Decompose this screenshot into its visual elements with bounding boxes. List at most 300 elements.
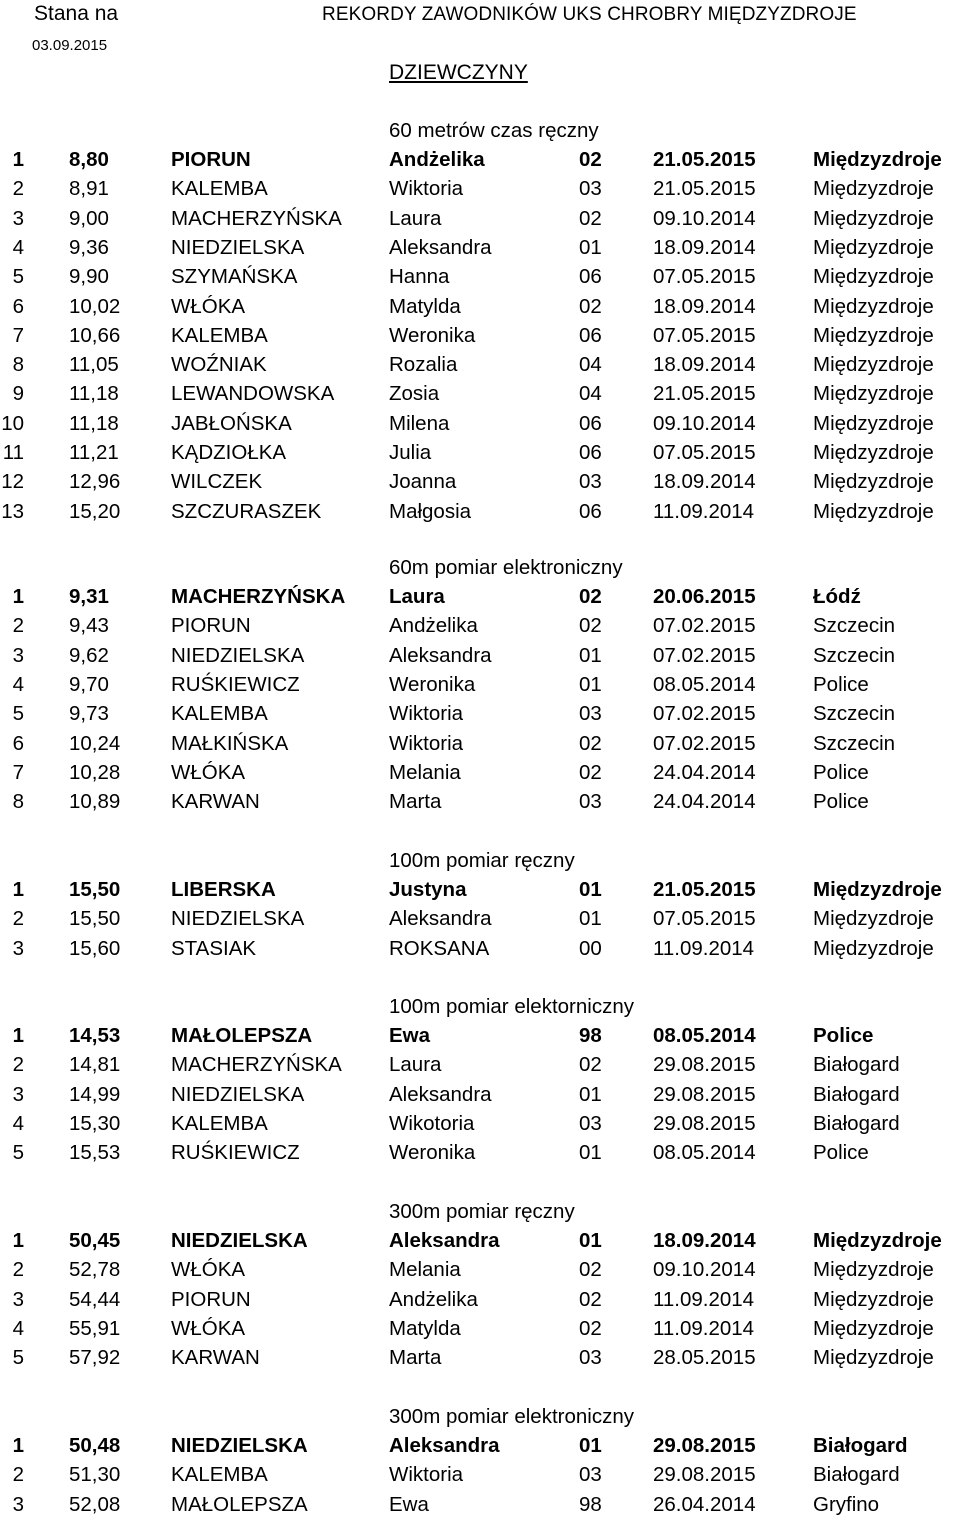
record-time: 15,53: [69, 1141, 121, 1165]
record-row: [0, 937, 960, 966]
record-name: Justyna: [389, 878, 467, 901]
record-place: Międzyzdroje: [813, 323, 934, 347]
record-rank: 3: [12, 206, 24, 230]
record-row: [0, 644, 960, 673]
record-row: [0, 470, 960, 499]
record-time: 9,43: [69, 614, 109, 638]
record-place: Police: [813, 1141, 869, 1165]
record-surname: LEWANDOWSKA: [171, 382, 335, 406]
record-date: 18.09.2014: [653, 470, 756, 494]
record-surname: WŁÓKA: [171, 1258, 246, 1282]
record-row: [0, 441, 960, 470]
record-surname: WŁÓKA: [171, 1316, 246, 1340]
as-of-date: 03.09.2015: [32, 37, 108, 54]
record-place: Międzyzdroje: [813, 177, 934, 201]
record-place: Police: [813, 760, 869, 784]
record-row: [0, 265, 960, 294]
record-date: 07.05.2015: [653, 323, 756, 347]
record-row: [0, 1288, 960, 1317]
record-date: 09.10.2014: [653, 1258, 756, 1282]
record-time: 10,02: [69, 294, 121, 318]
record-name: Joanna: [389, 470, 457, 494]
record-time: 9,00: [69, 206, 109, 230]
record-time: 50,45: [69, 1229, 121, 1252]
record-year: 02: [579, 731, 602, 755]
record-name: Aleksandra: [389, 235, 492, 259]
record-name: Ewa: [389, 1024, 431, 1047]
record-name: Rozalia: [389, 353, 458, 377]
record-time: 54,44: [69, 1287, 121, 1311]
record-rank: 5: [12, 265, 24, 289]
record-date: 21.05.2015: [653, 177, 756, 201]
record-surname: NIEDZIELSKA: [171, 235, 305, 259]
record-year: 02: [579, 760, 602, 784]
record-place: Międzyzdroje: [813, 1287, 934, 1311]
record-name: Andżelika: [389, 148, 485, 171]
record-date: 21.05.2015: [653, 878, 756, 901]
record-surname: SZCZURASZEK: [171, 499, 322, 523]
record-rank: 4: [12, 1316, 24, 1340]
record-place: Międzyzdroje: [813, 441, 934, 464]
record-name: Hanna: [389, 265, 450, 289]
record-rank: 3: [12, 936, 24, 960]
record-surname: PIORUN: [171, 1287, 251, 1311]
record-surname: RUŚKIEWICZ: [171, 672, 300, 696]
record-place: Międzyzdroje: [813, 1316, 934, 1340]
record-rank: 1: [12, 148, 24, 171]
record-row: [0, 1083, 960, 1112]
record-row: [0, 1493, 960, 1522]
event-title: 300m pomiar elektroniczny: [389, 1405, 634, 1428]
record-time: 15,20: [69, 499, 121, 523]
record-rank: 11: [2, 441, 24, 464]
record-year: 06: [579, 265, 602, 289]
record-name: Zosia: [389, 382, 440, 406]
record-year: 02: [579, 206, 602, 230]
record-rank: 5: [12, 1141, 24, 1165]
record-surname: WOŹNIAK: [171, 353, 267, 377]
record-date: 07.02.2015: [653, 614, 756, 638]
record-name: Marta: [389, 1346, 442, 1370]
record-name: Aleksandra: [389, 1229, 500, 1252]
record-place: Międzyzdroje: [813, 265, 934, 289]
record-date: 09.10.2014: [653, 206, 756, 230]
event-title: 100m pomiar elektorniczny: [389, 995, 634, 1018]
record-date: 24.04.2014: [653, 790, 756, 814]
record-year: 02: [579, 1258, 602, 1282]
record-date: 29.08.2015: [653, 1434, 756, 1457]
record-year: 04: [579, 353, 602, 377]
record-time: 57,92: [69, 1346, 121, 1370]
record-row: [0, 324, 960, 353]
record-place: Białogard: [813, 1434, 908, 1457]
record-name: Matylda: [389, 294, 461, 318]
record-surname: PIORUN: [171, 148, 251, 171]
record-name: Wiktoria: [389, 1463, 464, 1487]
record-surname: KALEMBA: [171, 177, 268, 201]
record-surname: JABŁOŃSKA: [171, 411, 292, 435]
record-name: Wiktoria: [389, 731, 464, 755]
record-row: [0, 1258, 960, 1287]
record-row: [0, 732, 960, 761]
record-surname: MACHERZYŃSKA: [171, 206, 342, 230]
record-name: Andżelika: [389, 1287, 478, 1311]
record-time: 10,89: [69, 790, 121, 814]
record-row: [0, 353, 960, 382]
record-surname: MAŁOLEPSZA: [171, 1492, 308, 1516]
record-row: [0, 412, 960, 441]
record-time: 9,31: [69, 585, 109, 608]
record-place: Gryfino: [813, 1492, 880, 1516]
record-row: [0, 614, 960, 643]
record-surname: KALEMBA: [171, 1111, 268, 1135]
record-year: 06: [579, 323, 602, 347]
record-surname: STASIAK: [171, 936, 257, 960]
record-name: Weronika: [389, 1141, 476, 1165]
record-place: Międzyzdroje: [813, 206, 934, 230]
record-name: Weronika: [389, 323, 476, 347]
record-rank: 9: [12, 382, 24, 406]
record-name: Aleksandra: [389, 1434, 500, 1457]
record-time: 14,53: [69, 1024, 121, 1047]
record-row: [0, 702, 960, 731]
record-place: Międzyzdroje: [813, 353, 934, 377]
record-name: Melania: [389, 760, 461, 784]
record-year: 02: [579, 614, 602, 638]
record-row: [0, 1024, 960, 1053]
record-row: [0, 500, 960, 529]
record-year: 01: [579, 878, 602, 901]
record-rank: 1: [12, 585, 24, 608]
record-place: Międzyzdroje: [813, 470, 934, 494]
record-date: 29.08.2015: [653, 1082, 756, 1106]
record-time: 9,70: [69, 672, 109, 696]
record-name: Melania: [389, 1258, 461, 1282]
record-time: 8,80: [69, 148, 109, 171]
record-row: [0, 790, 960, 819]
record-place: Szczecin: [813, 614, 896, 638]
record-rank: 4: [12, 672, 24, 696]
record-rank: 4: [12, 1111, 24, 1135]
record-year: 03: [579, 790, 602, 814]
record-time: 9,36: [69, 235, 109, 259]
record-place: Międzyzdroje: [813, 907, 934, 931]
record-place: Białogard: [813, 1053, 900, 1077]
record-date: 11.09.2014: [653, 1316, 755, 1340]
record-time: 12,96: [69, 470, 121, 494]
record-place: Police: [813, 1024, 874, 1047]
record-rank: 1: [12, 878, 24, 901]
record-name: Matylda: [389, 1316, 461, 1340]
record-surname: NIEDZIELSKA: [171, 1229, 308, 1252]
record-surname: MAŁOLEPSZA: [171, 1024, 313, 1047]
record-surname: WŁÓKA: [171, 294, 246, 318]
record-surname: MACHERZYŃSKA: [171, 1053, 342, 1077]
record-year: 03: [579, 1463, 602, 1487]
event-title: 100m pomiar ręczny: [389, 849, 575, 872]
record-name: Aleksandra: [389, 643, 492, 667]
record-year: 03: [579, 1346, 602, 1370]
record-year: 02: [579, 1287, 602, 1311]
record-time: 51,30: [69, 1463, 121, 1487]
record-name: Laura: [389, 1053, 442, 1077]
record-year: 01: [579, 1082, 602, 1106]
record-year: 06: [579, 411, 602, 435]
record-year: 03: [579, 1111, 602, 1135]
record-date: 07.05.2015: [653, 265, 756, 289]
record-year: 01: [579, 235, 602, 259]
record-surname: NIEDZIELSKA: [171, 643, 305, 667]
record-year: 03: [579, 177, 602, 201]
record-name: Wiktoria: [389, 177, 464, 201]
record-time: 52,78: [69, 1258, 121, 1282]
record-row: [0, 1141, 960, 1170]
record-time: 15,60: [69, 936, 121, 960]
event-title: 60m pomiar elektroniczny: [389, 556, 623, 579]
record-name: Aleksandra: [389, 1082, 492, 1106]
event-title: 60 metrów czas ręczny: [389, 119, 599, 142]
record-row: [0, 382, 960, 411]
record-rank: 3: [12, 1287, 24, 1311]
record-time: 11,18: [69, 411, 119, 435]
record-place: Międzyzdroje: [813, 1229, 942, 1252]
record-year: 03: [579, 470, 602, 494]
record-year: 02: [579, 1053, 602, 1077]
record-row: [0, 1434, 960, 1463]
record-date: 07.02.2015: [653, 731, 756, 755]
record-surname: SZYMAŃSKA: [171, 265, 298, 289]
record-name: Laura: [389, 585, 445, 608]
record-date: 07.05.2015: [653, 441, 756, 464]
record-surname: NIEDZIELSKA: [171, 1434, 308, 1457]
record-year: 04: [579, 382, 602, 406]
record-rank: 2: [12, 1258, 24, 1282]
record-time: 10,28: [69, 760, 121, 784]
record-year: 00: [579, 936, 602, 960]
record-year: 98: [579, 1492, 602, 1516]
record-time: 10,24: [69, 731, 121, 755]
record-date: 18.09.2014: [653, 294, 756, 318]
record-time: 11,21: [69, 441, 119, 464]
record-place: Międzyzdroje: [813, 382, 934, 406]
record-surname: WILCZEK: [171, 470, 263, 494]
record-place: Międzyzdroje: [813, 878, 942, 901]
record-rank: 2: [12, 907, 24, 931]
record-rank: 3: [12, 643, 24, 667]
record-date: 09.10.2014: [653, 411, 756, 435]
record-row: [0, 585, 960, 614]
record-rank: 12: [1, 470, 24, 494]
record-surname: MACHERZYŃSKA: [171, 585, 346, 608]
record-rank: 1: [12, 1434, 24, 1457]
record-name: Wikotoria: [389, 1111, 475, 1135]
record-date: 28.05.2015: [653, 1346, 756, 1370]
record-rank: 8: [12, 790, 24, 814]
event-title: 300m pomiar ręczny: [389, 1200, 575, 1223]
record-rank: 3: [12, 1492, 24, 1516]
record-surname: KALEMBA: [171, 323, 268, 347]
record-rank: 7: [12, 760, 24, 784]
record-row: [0, 1463, 960, 1492]
record-date: 18.09.2014: [653, 235, 756, 259]
stana-label: Stana na: [34, 2, 119, 25]
record-surname: RUŚKIEWICZ: [171, 1141, 300, 1165]
record-year: 01: [579, 643, 602, 667]
record-surname: WŁÓKA: [171, 760, 246, 784]
record-place: Międzyzdroje: [813, 1346, 934, 1370]
record-rank: 13: [1, 499, 24, 523]
record-date: 21.05.2015: [653, 148, 756, 171]
record-time: 15,50: [69, 878, 121, 901]
record-rank: 1: [12, 1024, 24, 1047]
record-year: 01: [579, 1229, 602, 1252]
record-date: 08.05.2014: [653, 1024, 756, 1047]
record-date: 29.08.2015: [653, 1053, 756, 1077]
record-time: 8,91: [69, 177, 109, 201]
record-year: 02: [579, 1316, 602, 1340]
record-date: 07.05.2015: [653, 907, 756, 931]
record-date: 08.05.2014: [653, 672, 756, 696]
record-date: 20.06.2015: [653, 585, 756, 608]
record-time: 11,05: [69, 353, 119, 377]
record-row: [0, 1229, 960, 1258]
record-row: [0, 761, 960, 790]
record-place: Międzyzdroje: [813, 499, 934, 523]
record-rank: 2: [12, 177, 24, 201]
record-name: Andżelika: [389, 614, 478, 638]
record-place: Międzyzdroje: [813, 1258, 934, 1282]
record-date: 08.05.2014: [653, 1141, 756, 1165]
record-name: Aleksandra: [389, 907, 492, 931]
record-name: Wiktoria: [389, 702, 464, 726]
record-row: [0, 207, 960, 236]
record-time: 55,91: [69, 1316, 121, 1340]
record-time: 15,30: [69, 1111, 121, 1135]
record-name: Milena: [389, 411, 450, 435]
record-date: 24.04.2014: [653, 760, 756, 784]
record-date: 29.08.2015: [653, 1463, 756, 1487]
record-date: 11.09.2014: [653, 499, 755, 523]
record-rank: 6: [12, 294, 24, 318]
record-time: 10,66: [69, 323, 121, 347]
record-surname: NIEDZIELSKA: [171, 907, 305, 931]
record-name: Julia: [389, 441, 432, 464]
record-row: [0, 295, 960, 324]
record-place: Police: [813, 790, 869, 814]
record-rank: 2: [12, 1053, 24, 1077]
record-place: Międzyzdroje: [813, 411, 934, 435]
record-name: Weronika: [389, 672, 476, 696]
record-year: 06: [579, 441, 602, 464]
record-row: [0, 673, 960, 702]
record-row: [0, 907, 960, 936]
record-row: [0, 1053, 960, 1082]
record-surname: KARWAN: [171, 790, 260, 814]
record-name: Małgosia: [389, 499, 472, 523]
record-year: 02: [579, 294, 602, 318]
record-place: Police: [813, 672, 869, 696]
record-surname: KARWAN: [171, 1346, 260, 1370]
record-surname: LIBERSKA: [171, 878, 276, 901]
record-rank: 8: [12, 353, 24, 377]
record-date: 29.08.2015: [653, 1111, 756, 1135]
record-row: [0, 1346, 960, 1375]
record-surname: MAŁKIŃSKA: [171, 731, 289, 755]
record-name: ROKSANA: [389, 936, 490, 960]
record-surname: NIEDZIELSKA: [171, 1082, 305, 1106]
record-date: 11.09.2014: [653, 1287, 755, 1311]
record-surname: KALEMBA: [171, 1463, 268, 1487]
record-date: 07.02.2015: [653, 643, 756, 667]
record-name: Marta: [389, 790, 442, 814]
record-date: 21.05.2015: [653, 382, 756, 406]
record-row: [0, 1317, 960, 1346]
record-rank: 2: [12, 614, 24, 638]
record-place: Łódź: [813, 585, 861, 608]
section-heading: DZIEWCZYNY: [389, 61, 528, 84]
record-year: 06: [579, 499, 602, 523]
document-title: REKORDY ZAWODNIKÓW UKS CHROBRY MIĘDZYZDROJE: [322, 4, 857, 25]
record-place: Szczecin: [813, 643, 896, 667]
record-date: 11.09.2014: [653, 936, 755, 960]
record-rank: 10: [1, 411, 24, 435]
record-rank: 6: [12, 731, 24, 755]
record-row: [0, 878, 960, 907]
record-year: 01: [579, 907, 602, 931]
record-surname: KĄDZIOŁKA: [171, 441, 287, 464]
record-place: Międzyzdroje: [813, 936, 934, 960]
record-name: Ewa: [389, 1492, 429, 1516]
record-date: 18.09.2014: [653, 1229, 756, 1252]
record-place: Białogard: [813, 1111, 900, 1135]
record-time: 14,81: [69, 1053, 121, 1077]
record-place: Szczecin: [813, 731, 896, 755]
record-time: 9,90: [69, 265, 109, 289]
record-place: Międzyzdroje: [813, 148, 942, 171]
record-rank: 5: [12, 1346, 24, 1370]
record-year: 02: [579, 585, 602, 608]
record-time: 14,99: [69, 1082, 121, 1106]
record-place: Szczecin: [813, 702, 896, 726]
record-time: 11,18: [69, 382, 119, 406]
record-row: [0, 148, 960, 177]
record-date: 18.09.2014: [653, 353, 756, 377]
record-row: [0, 236, 960, 265]
record-time: 52,08: [69, 1492, 121, 1516]
record-place: Międzyzdroje: [813, 235, 934, 259]
record-place: Białogard: [813, 1082, 900, 1106]
record-time: 15,50: [69, 907, 121, 931]
record-surname: PIORUN: [171, 614, 251, 638]
record-place: Międzyzdroje: [813, 294, 934, 318]
record-time: 9,73: [69, 702, 109, 726]
record-time: 9,62: [69, 643, 109, 667]
record-surname: KALEMBA: [171, 702, 268, 726]
record-row: [0, 1112, 960, 1141]
record-year: 01: [579, 1141, 602, 1165]
record-date: 26.04.2014: [653, 1492, 756, 1516]
record-rank: 3: [12, 1082, 24, 1106]
record-time: 50,48: [69, 1434, 121, 1457]
record-date: 07.02.2015: [653, 702, 756, 726]
record-year: 01: [579, 1434, 602, 1457]
record-rank: 4: [12, 235, 24, 259]
record-place: Białogard: [813, 1463, 900, 1487]
record-row: [0, 177, 960, 206]
record-year: 01: [579, 672, 602, 696]
record-rank: 5: [12, 702, 24, 726]
record-year: 03: [579, 702, 602, 726]
